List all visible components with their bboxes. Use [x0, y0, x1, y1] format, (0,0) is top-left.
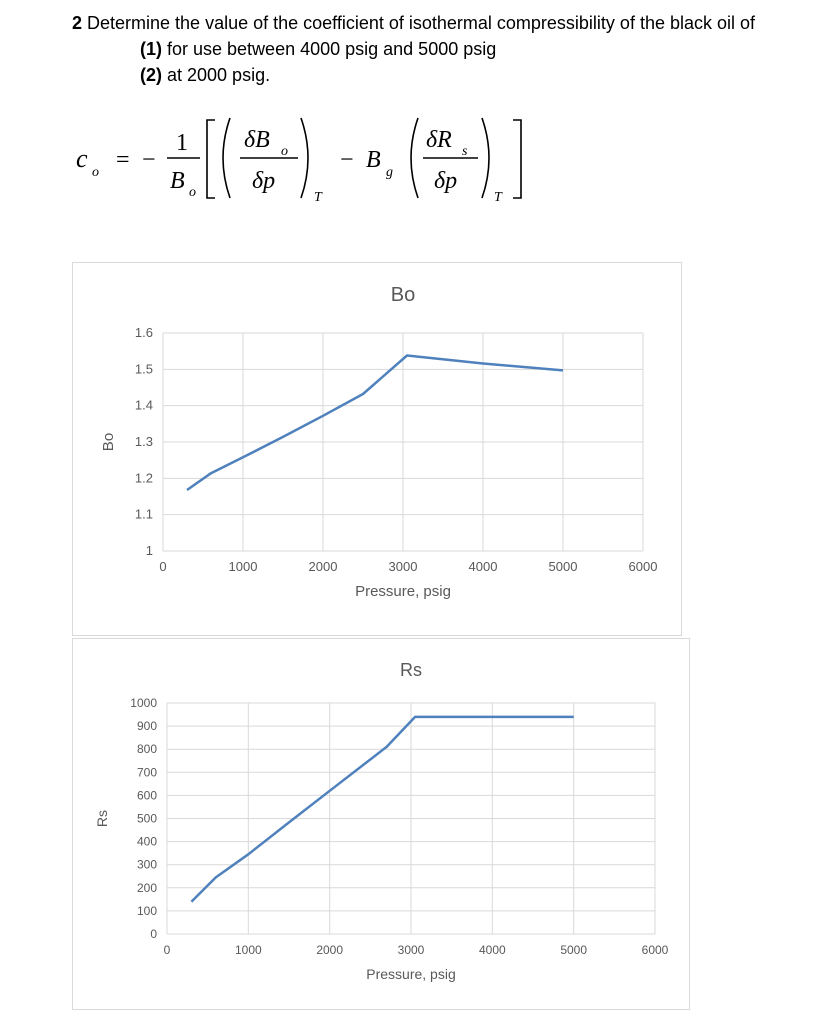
x-tick-label: 0: [163, 943, 171, 957]
formula-subscript-T-2: T: [494, 190, 502, 205]
formula-denominator-B-sub: o: [189, 185, 196, 200]
x-tick-label: 6000: [628, 559, 658, 574]
formula-delta-Bo: δB: [244, 127, 270, 153]
x-tick-label: 3000: [388, 559, 418, 574]
rs-chart-svg: [73, 639, 689, 1009]
formula-left-bracket: [207, 120, 215, 198]
x-tick-label: 2000: [308, 559, 338, 574]
formula-delta-p-2: δp: [434, 168, 458, 194]
x-tick-label: 1000: [228, 559, 258, 574]
question-number: 2: [72, 13, 83, 33]
part-2-label: (2): [140, 65, 162, 85]
x-tick-label: 1000: [234, 943, 262, 957]
formula-Bg: B: [366, 147, 381, 173]
y-tick-label: 800: [136, 742, 157, 757]
y-tick-label: 1.4: [134, 397, 153, 413]
y-tick-label: 0: [150, 927, 157, 941]
question-statement: Determine the value of the coefficient of isothermal compressibility of the black oil of: [82, 13, 756, 33]
y-tick-label: 200: [136, 880, 157, 895]
part-1-text: for use between 4000 psig and 5000 psig: [162, 39, 497, 59]
y-tick-label: 1000: [130, 696, 157, 710]
question-part-1: [72, 36, 817, 62]
y-tick-label: 900: [136, 719, 157, 734]
x-axis-label: Pressure, psig: [355, 583, 451, 600]
formula-subscript-T-1: T: [314, 190, 322, 205]
formula-delta-Bo-sub: o: [281, 144, 288, 159]
x-tick-label: 0: [159, 559, 167, 574]
y-tick-label: 1.6: [134, 325, 153, 340]
y-tick-label: 300: [136, 857, 157, 872]
y-tick-label: 1.1: [134, 506, 153, 522]
formula-right-paren-1: [301, 118, 308, 198]
formula-numerator-one: 1: [176, 130, 188, 156]
formula-denominator-B: B: [170, 168, 185, 194]
x-tick-label: 4000: [468, 559, 498, 574]
formula-minus: −: [142, 147, 156, 173]
bo-chart-svg: [73, 263, 681, 635]
formula-minus-2: −: [340, 147, 354, 173]
compressibility-formula: [0, 100, 817, 240]
question-part-2: [72, 62, 817, 88]
formula-lhs: c: [76, 144, 88, 173]
part-1-label: (1): [140, 39, 162, 59]
y-axis-label: Bo: [100, 432, 117, 452]
formula-right-bracket: [513, 120, 521, 198]
y-axis-label: Rs: [94, 809, 110, 828]
bo-chart: [72, 262, 682, 636]
x-tick-label: 5000: [548, 559, 578, 574]
formula-delta-p-1: δp: [252, 168, 276, 194]
question-text: [72, 10, 817, 88]
formula-right-paren-2: [482, 118, 489, 198]
x-tick-label: 6000: [641, 943, 669, 957]
formula-delta-Rs-sub: s: [462, 144, 468, 159]
x-tick-label: 5000: [560, 943, 588, 957]
rs-chart: [72, 638, 690, 1010]
formula-equals: =: [116, 147, 130, 173]
formula-lhs-sub: o: [92, 165, 99, 180]
chart-title: Bo: [390, 284, 416, 306]
y-tick-label: 600: [136, 788, 157, 803]
y-tick-label: 1.3: [134, 434, 153, 449]
part-2-text: at 2000 psig.: [162, 65, 271, 85]
y-tick-label: 1.2: [134, 470, 153, 486]
formula-left-paren-1: [223, 118, 230, 198]
x-tick-label: 4000: [478, 943, 506, 957]
x-tick-label: 2000: [316, 943, 344, 957]
x-axis-label: Pressure, psig: [366, 966, 456, 982]
y-tick-label: 700: [136, 765, 157, 780]
formula-left-paren-2: [411, 118, 418, 198]
formula-Bg-sub: g: [386, 165, 393, 180]
y-tick-label: 1.5: [134, 361, 153, 377]
chart-title: Rs: [400, 660, 422, 680]
y-tick-label: 1: [145, 543, 153, 558]
y-tick-label: 400: [136, 834, 157, 849]
y-tick-label: 100: [136, 903, 157, 918]
x-tick-label: 3000: [397, 943, 425, 957]
formula-delta-Rs: δR: [426, 127, 452, 153]
y-tick-label: 500: [136, 811, 157, 826]
